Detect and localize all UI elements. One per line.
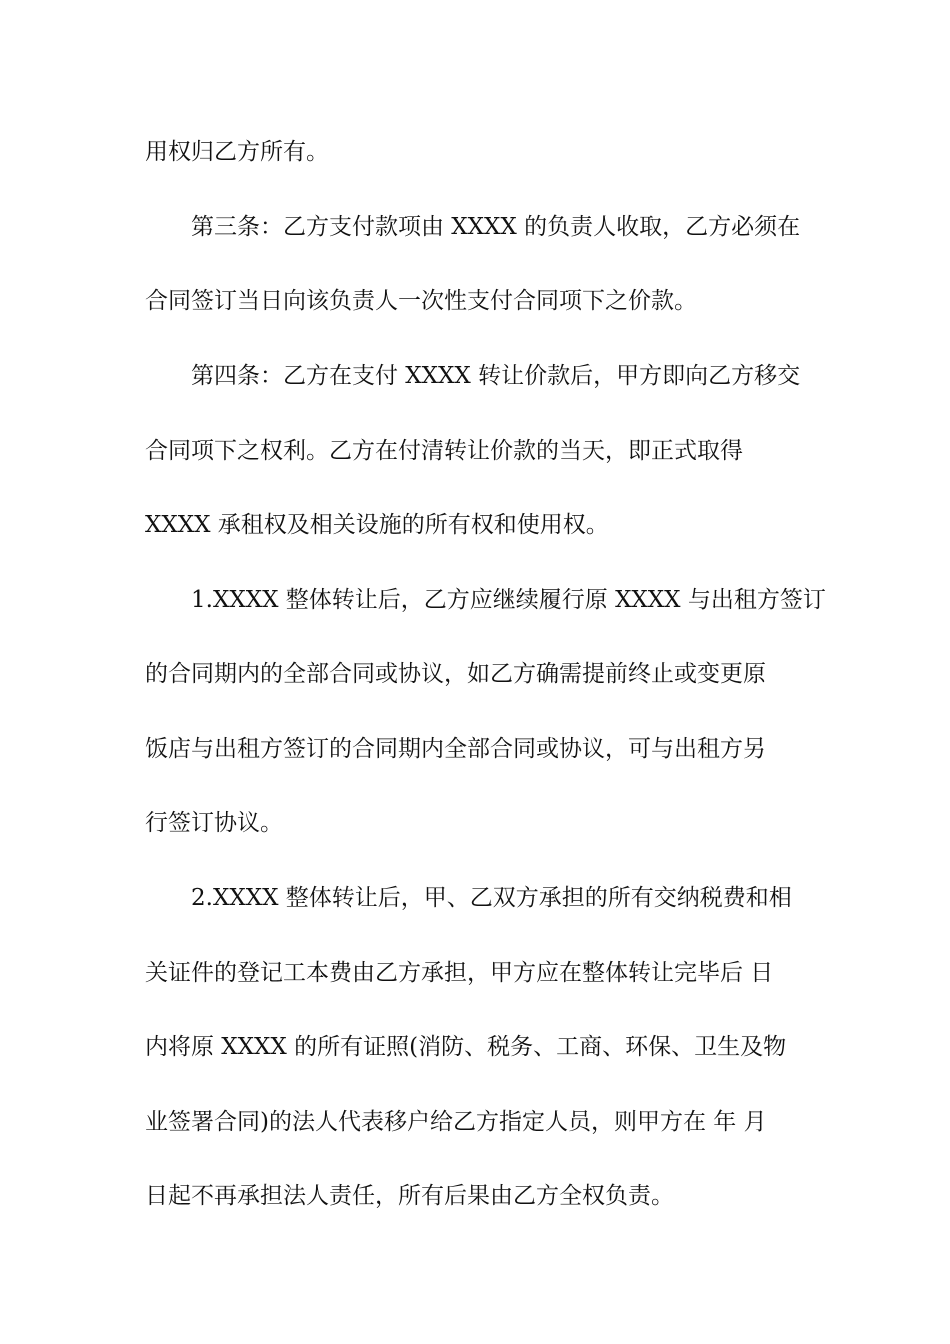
text-line: 关证件的登记工本费由乙方承担，甲方应在整体转让完毕后 日	[145, 960, 774, 986]
text-line: 内将原 XXXX 的所有证照(消防、税务、工商、环保、卫生及物	[145, 1034, 787, 1060]
text-line: 1.XXXX 整体转让后，乙方应继续履行原 XXXX 与出租方签订	[145, 587, 826, 613]
text-line: XXXX 承租权及相关设施的所有权和使用权。	[145, 512, 609, 538]
text-line: 饭店与出租方签订的合同期内全部合同或协议，可与出租方另	[145, 736, 766, 762]
text-line: 的合同期内的全部合同或协议，如乙方确需提前终止或变更原	[145, 661, 766, 687]
text-line: 第四条：乙方在支付 XXXX 转让价款后，甲方即向乙方移交	[145, 363, 801, 389]
text-line: 合同签订当日向该负责人一次性支付合同项下之价款。	[145, 288, 697, 314]
text-line: 2.XXXX 整体转让后，甲、乙双方承担的所有交纳税费和相	[145, 885, 792, 911]
text-line: 合同项下之权利。乙方在付清转让价款的当天，即正式取得	[145, 438, 743, 464]
text-line: 日起不再承担法人责任，所有后果由乙方全权负责。	[145, 1183, 674, 1209]
text-line: 用权归乙方所有。	[145, 139, 329, 165]
text-line: 行签订协议。	[145, 810, 283, 836]
text-line: 业签署合同)的法人代表移户给乙方指定人员，则甲方在 年 月	[145, 1109, 767, 1135]
text-line: 第三条：乙方支付款项由 XXXX 的负责人收取，乙方必须在	[145, 214, 801, 240]
